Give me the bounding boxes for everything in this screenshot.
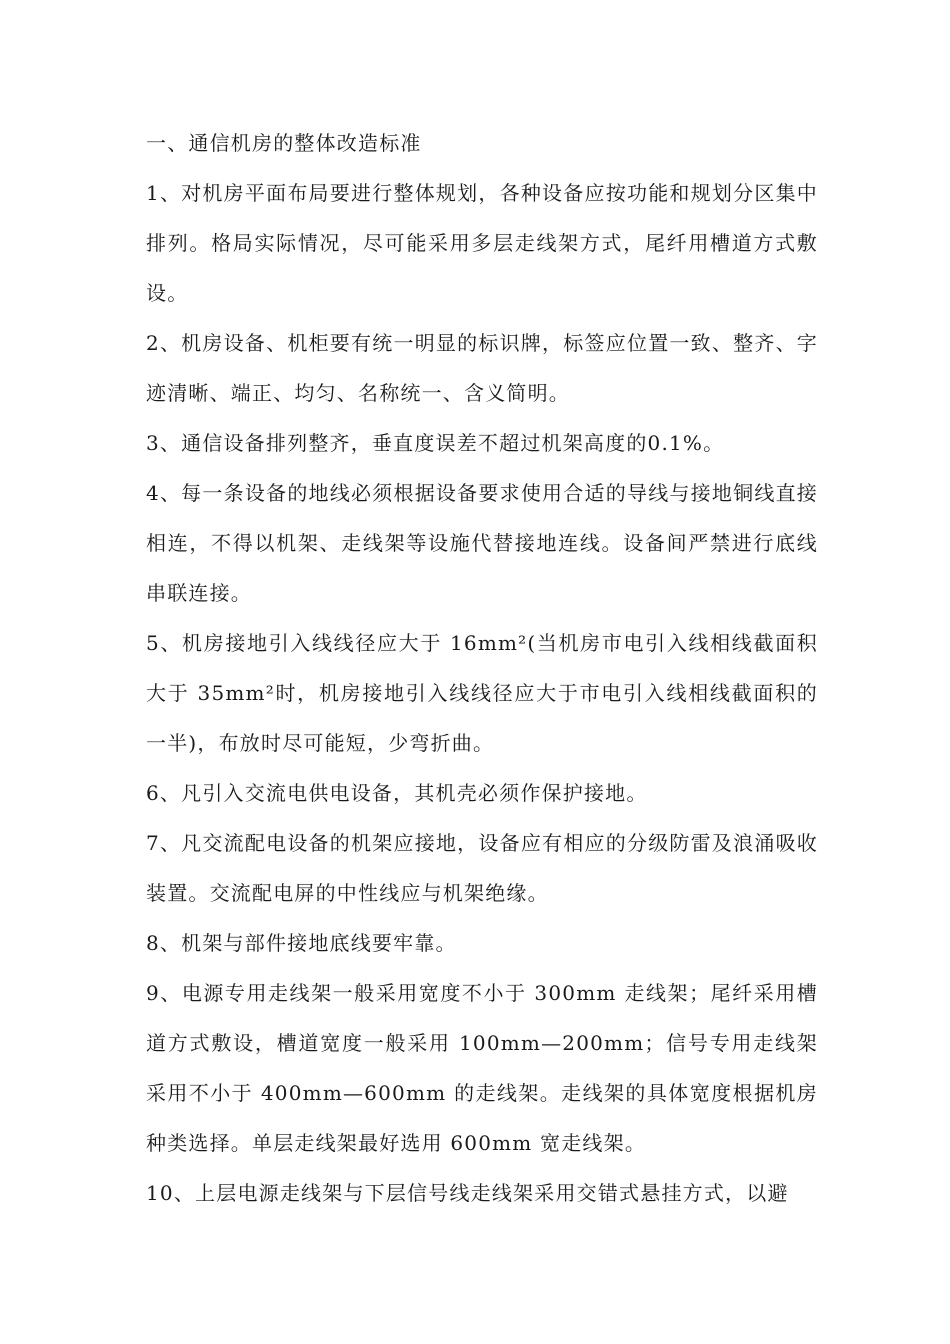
paragraph-9: 9、电源专用走线架一般采用宽度不小于 300mm 走线架；尾纤采用槽道方式敷设，槽道宽度一般采用 100mm—200mm；信号专用走线架采用不小于 400mm—600mm 的走线架。走线架的具体宽度根据机房种类选择。单层走线架最好选用 600mm 宽走线架。 [146, 981, 818, 1155]
section-heading: 一、通信机房的整体改造标准 [146, 131, 422, 155]
paragraph-8: 8、机架与部件接地底线要牢靠。 [146, 931, 457, 955]
paragraph-2: 2、机房设备、机柜要有统一明显的标识牌，标签应位置一致、整齐、字迹清晰、端正、均匀、名称统一、含义简明。 [146, 331, 818, 405]
paragraph-5: 5、机房接地引入线线径应大于 16mm²(当机房市电引入线相线截面积大于 35mm²时，机房接地引入线线径应大于市电引入线相线截面积的一半)，布放时尽可能短，少弯折曲。 [146, 631, 818, 755]
paragraph-4: 4、每一条设备的地线必须根据设备要求使用合适的导线与接地铜线直接相连，不得以机架、走线架等设施代替接地连线。设备间严禁进行底线串联连接。 [146, 481, 818, 605]
document-body [146, 118, 818, 1218]
paragraph-10: 10、上层电源走线架与下层信号线走线架采用交错式悬挂方式，以避 [146, 1181, 789, 1205]
paragraph-7: 7、凡交流配电设备的机架应接地，设备应有相应的分级防雷及浪涌吸收装置。交流配电屏的中性线应与机架绝缘。 [146, 831, 818, 905]
paragraph-3: 3、通信设备排列整齐，垂直度误差不超过机架高度的0.1%。 [146, 431, 725, 455]
paragraph-6: 6、凡引入交流电供电设备，其机壳必须作保护接地。 [146, 781, 648, 805]
paragraph-1: 1、对机房平面布局要进行整体规划，各种设备应按功能和规划分区集中排列。格局实际情况，尽可能采用多层走线架方式，尾纤用槽道方式敷设。 [146, 181, 818, 305]
